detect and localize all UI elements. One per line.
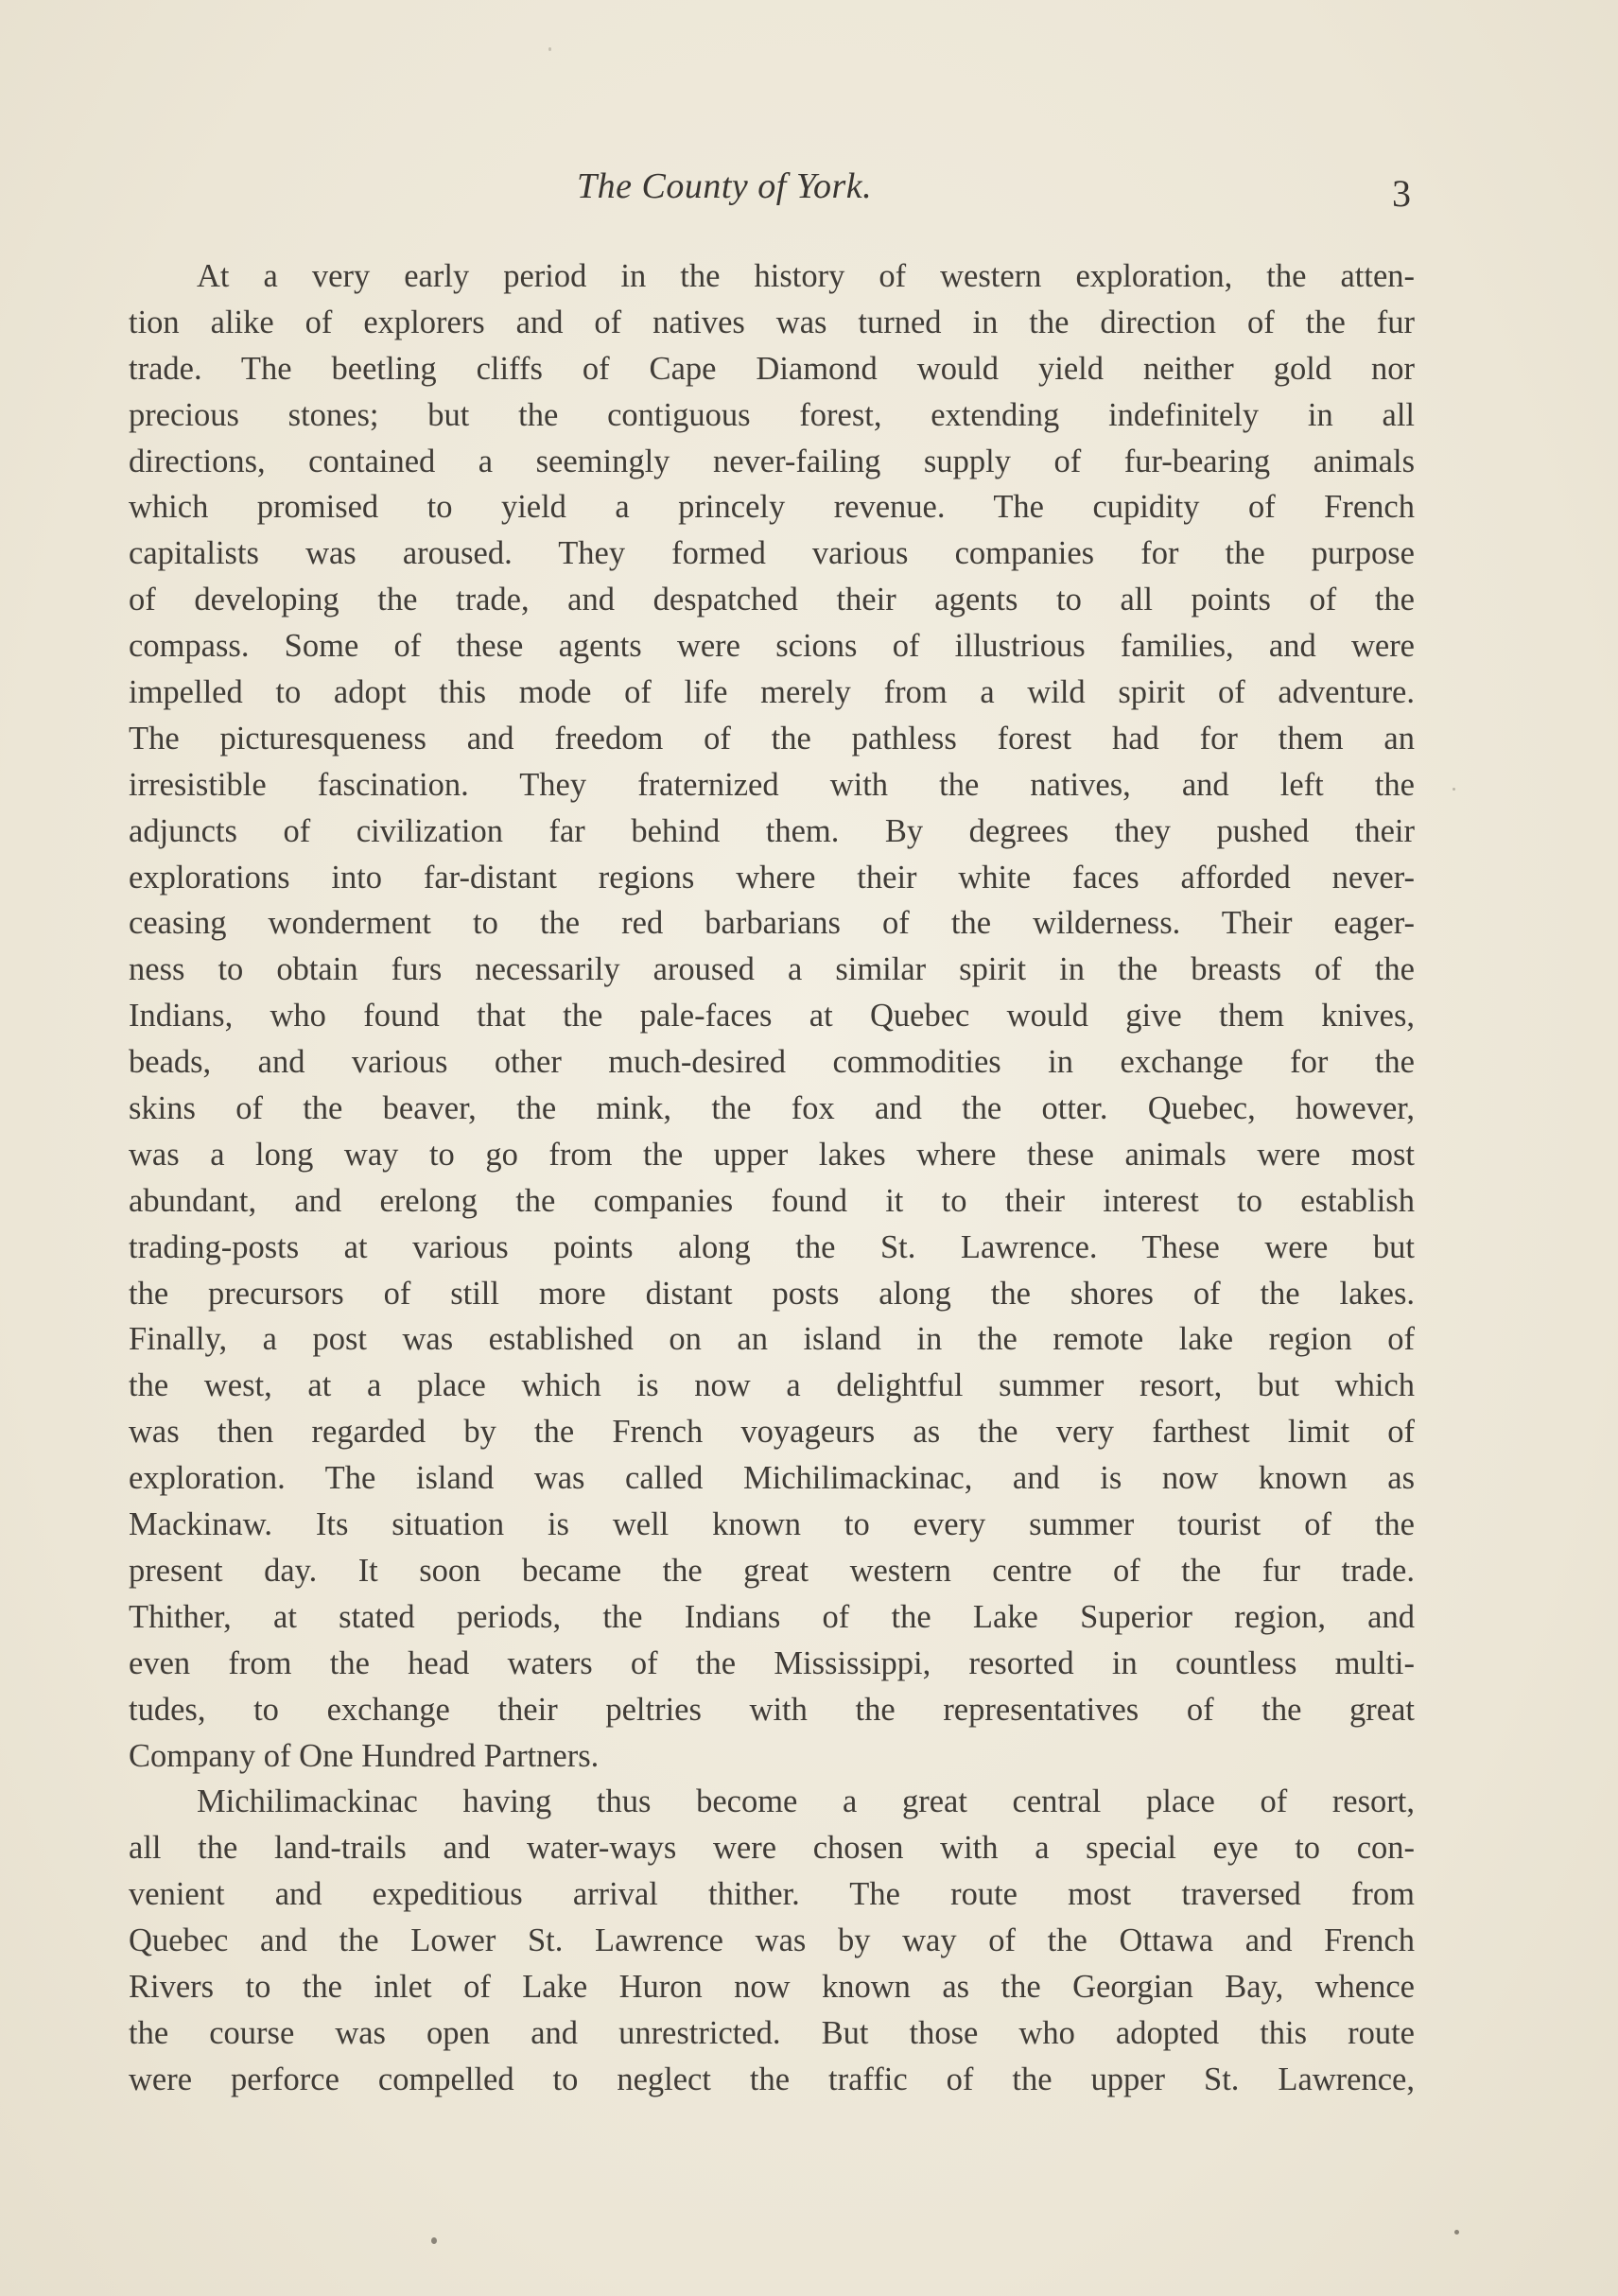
text-line: ceasing wonderment to the red barbarians of the wilderness. Their eager- [129, 905, 1415, 942]
page-number: 3 [1392, 172, 1411, 215]
text-line: Mackinaw. Its situation is well known to every summer tourist of the [129, 1506, 1415, 1543]
text-line: Indians, who found that the pale-faces at Quebec would give them knives, [129, 998, 1415, 1035]
text-line: The picturesqueness and freedom of the pathless forest had for them an [129, 720, 1415, 757]
text-line: the precursors of still more distant posts along the shores of the lakes. [129, 1275, 1415, 1312]
text-line: beads, and various other much-desired commodities in exchange for the [129, 1044, 1415, 1081]
text-line: the west, at a place which is now a delightful summer resort, but which [129, 1367, 1415, 1404]
text-line: exploration. The island was called Michilimackinac, and is now known as [129, 1460, 1415, 1497]
text-line: Company of One Hundred Partners. [129, 1737, 600, 1774]
body-text [129, 253, 1415, 2103]
text-line: trade. The beetling cliffs of Cape Diamond would yield neither gold nor [129, 350, 1415, 387]
text-line: At a very early period in the history of western exploration, the atten- [197, 258, 1415, 294]
text-line: capitalists was aroused. They formed various companies for the purpose [129, 535, 1415, 572]
paper-speck [431, 2237, 437, 2244]
text-line: tudes, to exchange their peltries with the representatives of the great [129, 1691, 1415, 1728]
text-line: compass. Some of these agents were scions of illustrious families, and were [129, 628, 1415, 665]
text-line: even from the head waters of the Mississippi, resorted in countless multi- [129, 1644, 1415, 1681]
text-line: the course was open and unrestricted. But those who adopted this route [129, 2014, 1415, 2051]
text-line: adjuncts of civilization far behind them. By degrees they pushed their [129, 812, 1415, 849]
text-line: were perforce compelled to neglect the traffic of the upper St. Lawrence, [129, 2061, 1415, 2097]
running-title: The County of York. [577, 166, 873, 206]
text-line: directions, contained a seemingly never-failing supply of fur-bearing animals [129, 443, 1415, 479]
text-line: impelled to adopt this mode of life merely from a wild spirit of adventure. [129, 674, 1415, 711]
text-line: irresistible fascination. They fraternized with the natives, and left the [129, 766, 1415, 803]
text-line: Thither, at stated periods, the Indians of the Lake Superior region, and [129, 1598, 1415, 1635]
text-line: Finally, a post was established on an island in the remote lake region of [129, 1321, 1415, 1358]
text-line: Michilimackinac having thus become a great central place of resort, [197, 1783, 1415, 1820]
text-line: precious stones; but the contiguous forest, extending indefinitely in all [129, 396, 1415, 433]
text-line: tion alike of explorers and of natives was turned in the direction of the fur [129, 304, 1415, 340]
text-line: which promised to yield a princely revenue. The cupidity of French [129, 489, 1415, 526]
paragraph-2 [129, 1779, 1415, 2102]
text-line: was a long way to go from the upper lakes where these animals were most [129, 1136, 1415, 1173]
text-line: abundant, and erelong the companies found it to their interest to establish [129, 1182, 1415, 1219]
paragraph-1 [129, 253, 1415, 1779]
text-line: trading-posts at various points along the St. Lawrence. These were but [129, 1228, 1415, 1265]
text-line: Rivers to the inlet of Lake Huron now known as the Georgian Bay, whence [129, 1968, 1415, 2005]
text-line: venient and expeditious arrival thither. The route most traversed from [129, 1876, 1415, 1913]
text-line: present day. It soon became the great western centre of the fur trade. [129, 1552, 1415, 1589]
paper-speck [1453, 788, 1455, 791]
text-line: ness to obtain furs necessarily aroused a similar spirit in the breasts of the [129, 951, 1415, 988]
text-line: was then regarded by the French voyageurs as the very farthest limit of [129, 1414, 1415, 1451]
running-head [0, 165, 1618, 222]
text-line: all the land-trails and water-ways were chosen with a special eye to con- [129, 1830, 1415, 1867]
text-line: skins of the beaver, the mink, the fox and the otter. Quebec, however, [129, 1090, 1415, 1127]
text-line: of developing the trade, and despatched their agents to all points of the [129, 582, 1415, 618]
paper-speck [548, 47, 551, 51]
paper-speck [1454, 2230, 1459, 2235]
text-line: Quebec and the Lower St. Lawrence was by way of the Ottawa and French [129, 1922, 1415, 1959]
text-line: explorations into far-distant regions where their white faces afforded never- [129, 859, 1415, 896]
